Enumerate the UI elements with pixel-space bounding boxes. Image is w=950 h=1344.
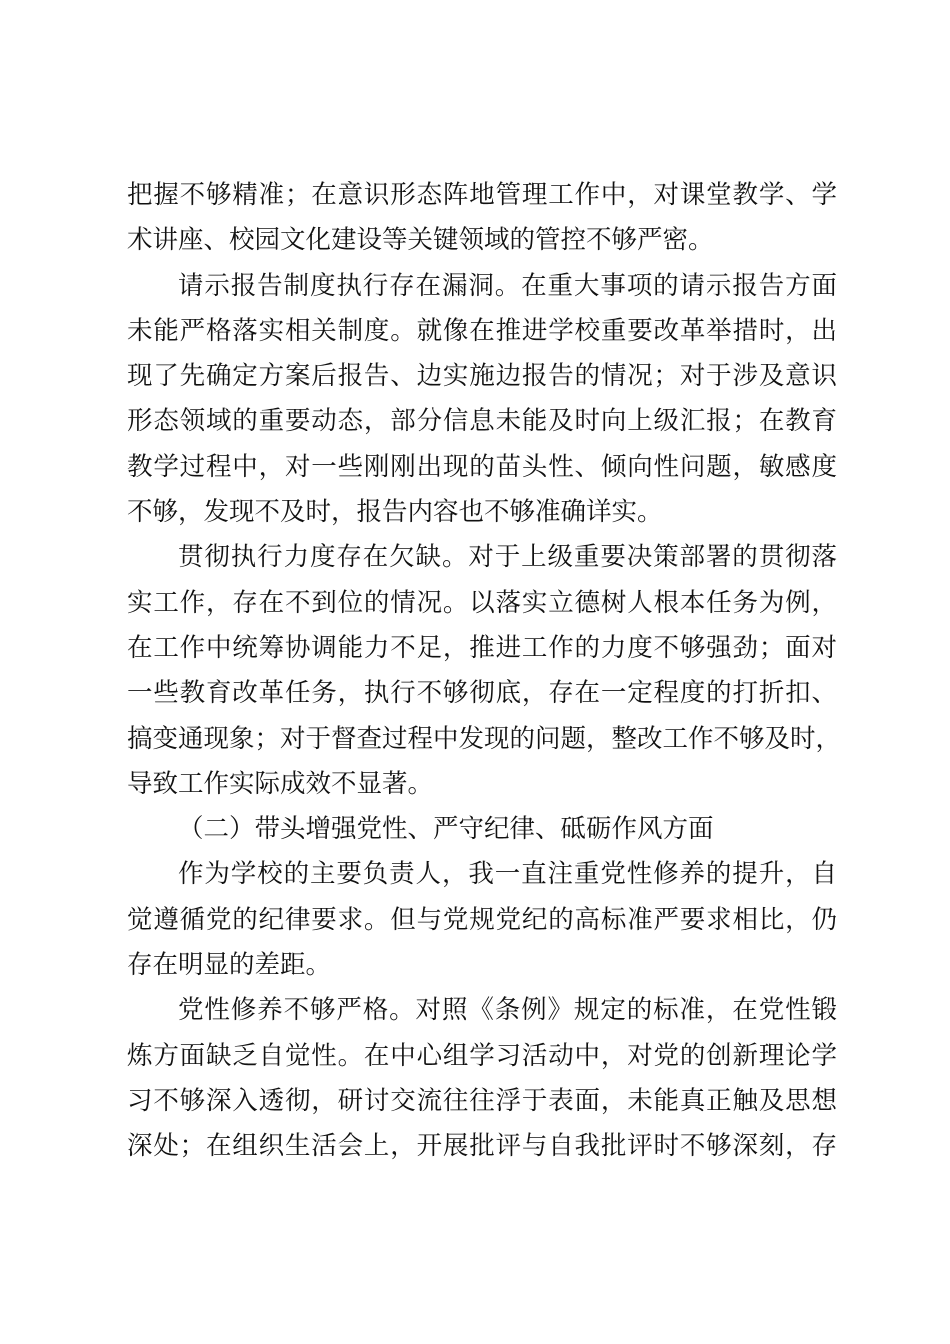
text-line: 现了先确定方案后报告、边实施边报告的情况；对于涉及意识: [127, 361, 837, 392]
text-line: 形态领域的重要动态，部分信息未能及时向上级汇报；在教育: [127, 406, 837, 437]
document-body: [127, 173, 842, 1170]
text-line: 习不够深入透彻，研讨交流往往浮于表面，未能真正触及思想: [127, 1085, 837, 1116]
text-line: 搞变通现象；对于督查过程中发现的问题，整改工作不够及时，: [127, 723, 842, 754]
text-line: 在工作中统筹协调能力不足，推进工作的力度不够强劲；面对: [127, 632, 837, 663]
text-line: 未能严格落实相关制度。就像在推进学校重要改革举措时，出: [127, 315, 837, 346]
text-line: 导致工作实际成效不显著。: [127, 768, 434, 799]
text-line: 教学过程中，对一些刚刚出现的苗头性、倾向性问题，敏感度: [127, 451, 837, 482]
text-line: 炼方面缺乏自觉性。在中心组学习活动中，对党的创新理论学: [127, 1040, 837, 1071]
text-line: 一些教育改革任务，执行不够彻底，存在一定程度的打折扣、: [127, 678, 837, 709]
paragraph-first-line: 党性修养不够严格。对照《条例》规定的标准，在党性锻: [178, 995, 837, 1026]
text-line: 不够，发现不及时，报告内容也不够准确详实。: [127, 497, 663, 528]
paragraph-first-line: 请示报告制度执行存在漏洞。在重大事项的请示报告方面: [178, 270, 837, 301]
paragraph-first-line: 贯彻执行力度存在欠缺。对于上级重要决策部署的贯彻落: [178, 542, 837, 573]
paragraph-first-line: 作为学校的主要负责人，我一直注重党性修养的提升，自: [178, 859, 837, 890]
text-line: 存在明显的差距。: [127, 950, 332, 981]
text-line: 觉遵循党的纪律要求。但与党规党纪的高标准严要求相比，仍: [127, 904, 837, 935]
section-heading: （二）带头增强党性、严守纪律、砥砺作风方面: [178, 814, 714, 845]
text-line: 术讲座、校园文化建设等关键领域的管控不够严密。: [127, 225, 714, 256]
text-line: 深处；在组织生活会上，开展批评与自我批评时不够深刻，存: [127, 1131, 837, 1162]
text-line: 把握不够精准；在意识形态阵地管理工作中，对课堂教学、学: [127, 180, 837, 210]
text-line: 实工作，存在不到位的情况。以落实立德树人根本任务为例，: [127, 587, 837, 618]
